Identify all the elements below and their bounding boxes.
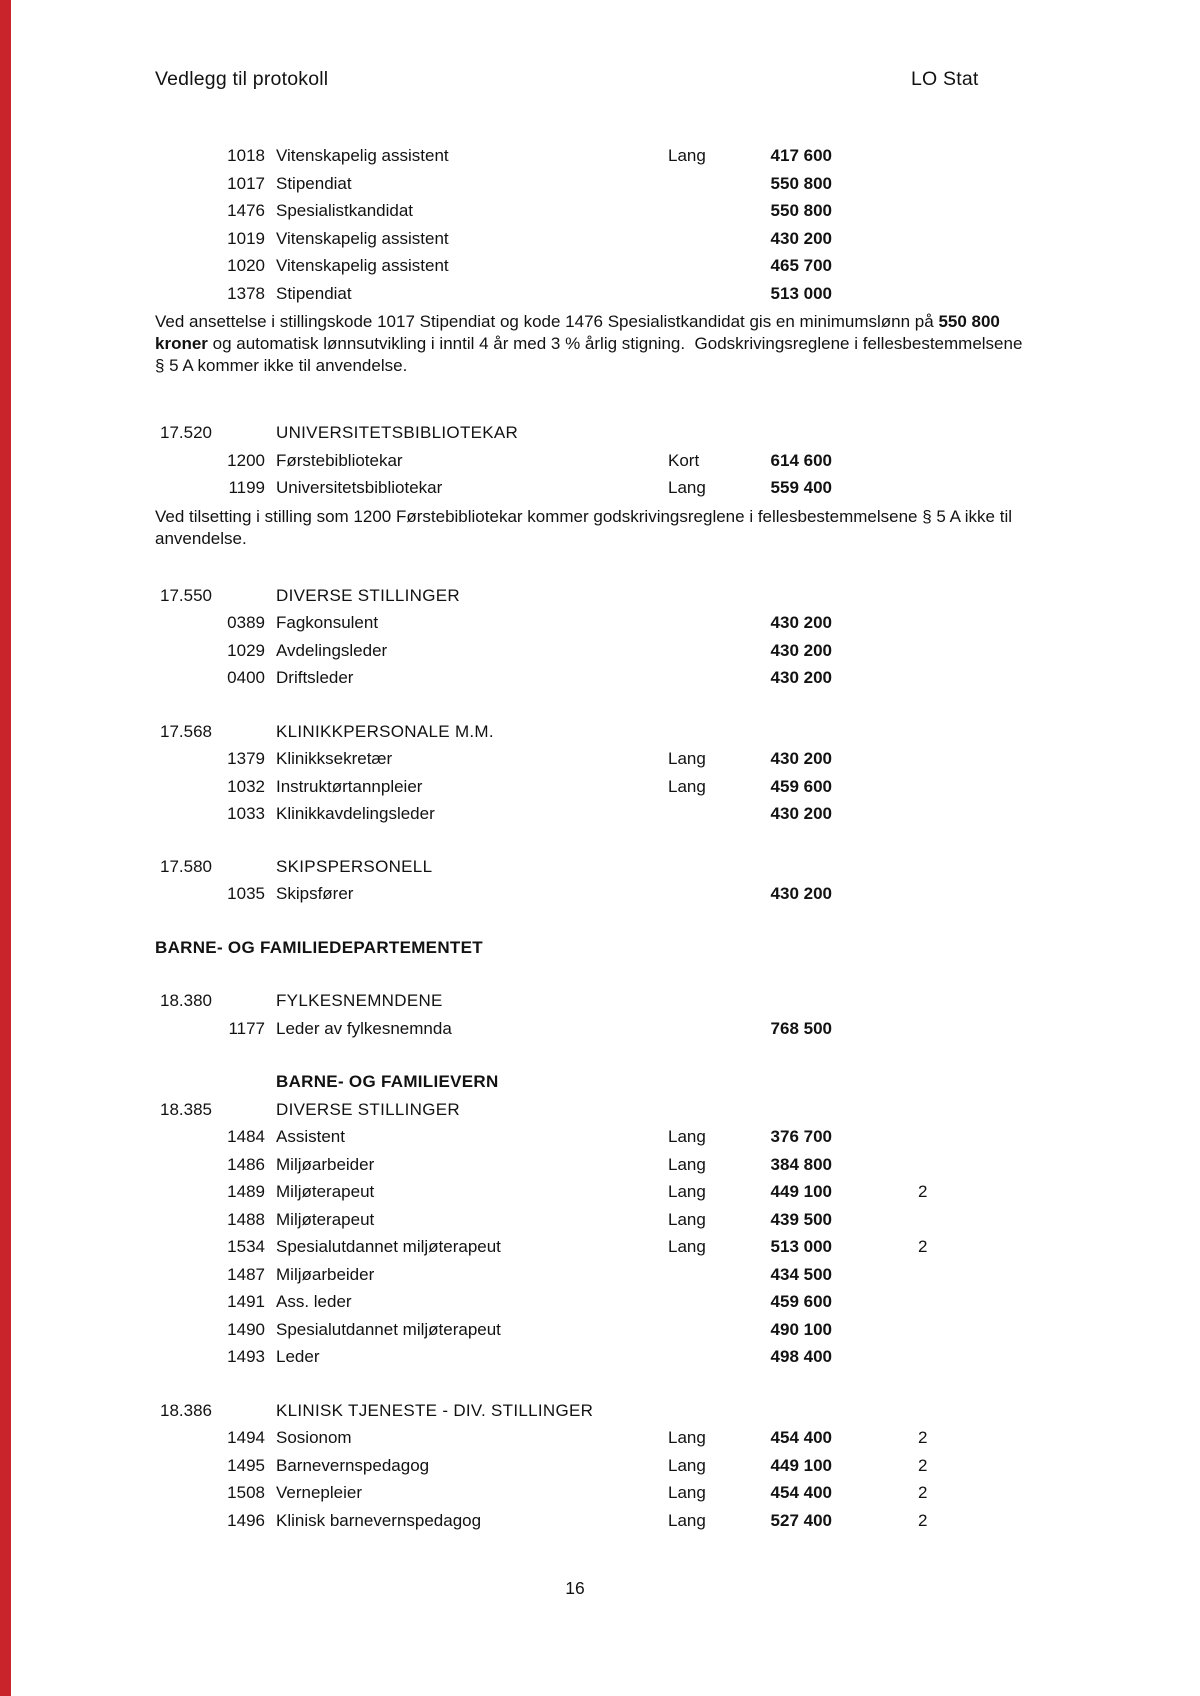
row-title: Spesialistkandidat	[276, 201, 414, 220]
row-code: 1494	[227, 1428, 265, 1447]
content	[0, 146, 1200, 1538]
dept-heading: BARNE- OG FAMILIEDEPARTEMENTET	[155, 937, 483, 957]
row-title: Barnevernspedagog	[276, 1455, 430, 1475]
row-code: 1020	[227, 256, 265, 275]
row-title: Miljøterapeut	[276, 1182, 375, 1201]
row-code: 1035	[227, 884, 265, 903]
section-heading	[0, 722, 1200, 750]
table-row	[0, 1428, 1200, 1456]
paragraph-text: Ved ansettelse i stillingskode 1017 Stipendiat og kode 1476 Spesialistkandidat gis en minimumslønn på	[155, 312, 939, 331]
row-value: 439 500	[770, 1209, 832, 1229]
section-heading	[0, 586, 1200, 614]
header-right: LO Stat	[911, 68, 979, 90]
row-value: 513 000	[770, 283, 832, 303]
table-row	[0, 284, 1200, 312]
section-code: 18.386	[160, 1400, 212, 1420]
section-title: SKIPSPERSONELL	[276, 856, 433, 876]
table-row	[0, 1456, 1200, 1484]
row-title: Universitetsbibliotekar	[276, 478, 443, 497]
row-title: Spesialutdannet miljøterapeut	[276, 1319, 501, 1339]
table-row	[0, 1320, 1200, 1348]
paragraph-line	[155, 333, 1025, 355]
row-title: Miljøterapeut	[276, 1209, 375, 1229]
table-row	[0, 804, 1200, 832]
row-value: 550 800	[770, 201, 832, 220]
paragraph-line	[155, 506, 1025, 528]
row-value: 454 400	[770, 1428, 832, 1447]
paragraph-bold-text: kroner	[155, 334, 208, 353]
table-row	[0, 451, 1200, 479]
paragraph-line	[155, 528, 1025, 550]
row-value: 459 600	[770, 1292, 832, 1311]
row-title: Vitenskapelig assistent	[276, 146, 449, 165]
row-code: 1484	[227, 1127, 265, 1146]
row-value: 430 200	[770, 749, 832, 768]
table-row	[0, 613, 1200, 641]
row-code: 1177	[228, 1018, 265, 1038]
row-term: Lang	[668, 1455, 706, 1475]
section-code: 18.380	[160, 991, 212, 1010]
row-value: 430 200	[770, 884, 832, 903]
row-value: 768 500	[770, 1018, 832, 1038]
section-title: DIVERSE STILLINGER	[276, 1099, 460, 1119]
table-row	[0, 146, 1200, 174]
rows-block	[0, 1019, 1200, 1047]
table-row	[0, 777, 1200, 805]
table-row	[0, 1019, 1200, 1047]
row-term: Lang	[668, 1510, 706, 1530]
row-value: 384 800	[770, 1154, 832, 1174]
header-left: Vedlegg til protokoll	[155, 68, 329, 90]
row-term: Lang	[668, 1182, 706, 1201]
row-note: 2	[918, 1237, 928, 1256]
rows-block	[0, 146, 1200, 311]
row-value: 434 500	[770, 1264, 832, 1284]
table-row	[0, 256, 1200, 284]
section-heading	[0, 1100, 1200, 1128]
row-note: 2	[918, 1483, 928, 1502]
rows-block	[0, 884, 1200, 912]
row-term: Lang	[668, 146, 706, 165]
row-title: Vitenskapelig assistent	[276, 256, 449, 275]
row-title: Instruktørtannpleier	[276, 776, 423, 796]
row-code: 1379	[227, 749, 265, 768]
row-term: Lang	[668, 1209, 706, 1229]
row-title: Klinisk barnevernspedagog	[276, 1510, 482, 1530]
row-note: 2	[918, 1510, 928, 1530]
row-code: 1493	[227, 1347, 265, 1366]
row-code: 1476	[227, 201, 265, 220]
row-value: 430 200	[770, 613, 832, 632]
row-title: Miljøarbeider	[276, 1154, 375, 1174]
rows-block	[0, 613, 1200, 696]
row-title: Skipsfører	[276, 884, 354, 903]
paragraph-text: og automatisk lønnsutvikling i inntil 4 år med 3 % årlig stigning. Godskrivingsreglene i fellesbestemmelsene	[207, 334, 1023, 353]
section-code: 17.568	[160, 721, 212, 741]
row-note: 2	[918, 1428, 928, 1447]
table-row	[0, 1237, 1200, 1265]
row-value: 513 000	[770, 1237, 832, 1256]
table-row	[0, 1511, 1200, 1539]
row-title: Klinikkavdelingsleder	[276, 804, 435, 823]
row-code: 1488	[227, 1209, 265, 1229]
row-code: 1495	[227, 1455, 265, 1475]
page-number: 16	[565, 1578, 585, 1598]
row-code: 1491	[227, 1292, 265, 1311]
table-row	[0, 749, 1200, 777]
row-value: 449 100	[770, 1182, 832, 1201]
table-row	[0, 1155, 1200, 1183]
row-code: 0400	[227, 668, 265, 687]
section-title: KLINIKKPERSONALE M.M.	[276, 721, 494, 741]
rows-block	[0, 749, 1200, 832]
row-code: 1032	[227, 776, 265, 796]
row-code: 1029	[227, 640, 265, 660]
row-value: 498 400	[770, 1347, 832, 1366]
section-code: 18.385	[160, 1099, 212, 1119]
paragraph-bold-text: 550 800	[938, 312, 1000, 331]
row-value: 490 100	[770, 1319, 832, 1339]
row-title: Leder	[276, 1347, 320, 1366]
section-heading	[0, 423, 1200, 451]
section-code: 17.580	[160, 856, 212, 876]
table-row	[0, 1210, 1200, 1238]
row-value: 449 100	[770, 1455, 832, 1475]
row-code: 1019	[227, 228, 265, 248]
row-title: Fagkonsulent	[276, 613, 379, 632]
section-code: 17.520	[160, 423, 212, 442]
row-code: 1199	[228, 478, 265, 497]
row-title: Assistent	[276, 1127, 345, 1146]
table-row	[0, 174, 1200, 202]
paragraph-text: Ved tilsetting i stilling som 1200 Førstebibliotekar kommer godskrivingsreglene i fellesbestemmelsene § 5 A ikke til	[155, 506, 1013, 526]
row-value: 430 200	[770, 228, 832, 248]
row-code: 1534	[227, 1237, 265, 1256]
row-title: Førstebibliotekar	[276, 450, 403, 470]
row-term: Lang	[668, 1483, 706, 1502]
row-title: Driftsleder	[276, 668, 354, 687]
row-code: 1378	[227, 283, 265, 303]
row-title: Ass. leder	[276, 1292, 352, 1311]
row-term: Lang	[668, 1127, 706, 1146]
row-note: 2	[918, 1182, 928, 1201]
row-note: 2	[918, 1455, 928, 1475]
rows-block	[0, 451, 1200, 506]
row-code: 1490	[227, 1319, 265, 1339]
row-title: Stipendiat	[276, 283, 352, 303]
row-code: 1200	[227, 450, 265, 470]
row-term: Lang	[668, 1237, 706, 1256]
row-title: Sosionom	[276, 1428, 352, 1447]
row-code: 1489	[227, 1182, 265, 1201]
row-value: 430 200	[770, 668, 832, 687]
table-row	[0, 1182, 1200, 1210]
row-title: Vitenskapelig assistent	[276, 228, 449, 248]
table-row	[0, 478, 1200, 506]
row-title: Vernepleier	[276, 1483, 363, 1502]
section-title: UNIVERSITETSBIBLIOTEKAR	[276, 423, 519, 442]
row-title: Klinikksekretær	[276, 749, 393, 768]
row-code: 1033	[227, 804, 265, 823]
row-value: 417 600	[770, 146, 832, 165]
row-value: 550 800	[770, 173, 832, 193]
paragraph	[0, 311, 1025, 377]
paragraph-line	[155, 355, 1025, 377]
paragraph	[0, 506, 1025, 550]
row-value: 430 200	[770, 640, 832, 660]
section-code: 17.550	[160, 585, 212, 605]
row-value: 465 700	[770, 256, 832, 275]
row-title: Miljøarbeider	[276, 1264, 375, 1284]
row-value: 614 600	[770, 450, 832, 470]
paragraph-text: § 5 A kommer ikke til anvendelse.	[155, 356, 408, 375]
table-row	[0, 229, 1200, 257]
section-heading	[0, 857, 1200, 885]
row-term: Lang	[668, 478, 706, 497]
row-code: 1017	[227, 173, 265, 193]
row-term: Lang	[668, 749, 706, 768]
row-term: Kort	[668, 450, 700, 470]
table-row	[0, 1127, 1200, 1155]
paragraph-line	[155, 311, 1025, 333]
row-term: Lang	[668, 776, 706, 796]
rows-block	[0, 1428, 1200, 1538]
table-row	[0, 884, 1200, 912]
rows-block	[0, 1127, 1200, 1375]
row-value: 527 400	[770, 1510, 832, 1530]
row-value: 376 700	[770, 1127, 832, 1146]
table-row	[0, 1265, 1200, 1293]
table-row	[0, 1292, 1200, 1320]
row-title: Stipendiat	[276, 173, 352, 193]
row-title: Avdelingsleder	[276, 640, 388, 660]
row-code: 1508	[227, 1483, 265, 1502]
section-title: DIVERSE STILLINGER	[276, 585, 460, 605]
row-value: 430 200	[770, 804, 832, 823]
table-row	[0, 1483, 1200, 1511]
row-code: 0389	[227, 613, 265, 632]
row-code: 1496	[227, 1510, 265, 1530]
row-value: 559 400	[770, 478, 832, 497]
row-title: Leder av fylkesnemnda	[276, 1018, 452, 1038]
section-title: FYLKESNEMNDENE	[276, 991, 443, 1010]
subdept-heading: BARNE- OG FAMILIEVERN	[276, 1072, 499, 1091]
row-code: 1487	[227, 1264, 265, 1284]
row-title: Spesialutdannet miljøterapeut	[276, 1237, 501, 1256]
row-term: Lang	[668, 1154, 706, 1174]
table-row	[0, 1347, 1200, 1375]
table-row	[0, 668, 1200, 696]
paragraph-text: anvendelse.	[155, 528, 247, 548]
table-row	[0, 641, 1200, 669]
table-row	[0, 201, 1200, 229]
row-code: 1486	[227, 1154, 265, 1174]
section-heading	[0, 991, 1200, 1019]
row-value: 459 600	[770, 776, 832, 796]
row-value: 454 400	[770, 1483, 832, 1502]
row-code: 1018	[227, 146, 265, 165]
section-title: KLINISK TJENESTE - DIV. STILLINGER	[276, 1400, 594, 1420]
section-heading	[0, 1401, 1200, 1429]
row-term: Lang	[668, 1428, 706, 1447]
